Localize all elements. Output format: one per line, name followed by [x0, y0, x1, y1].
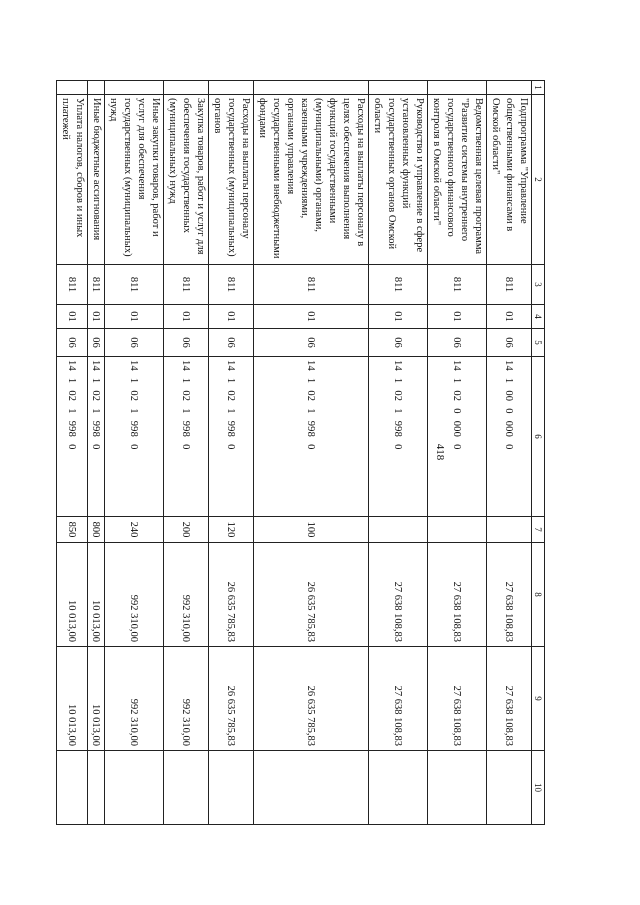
cell-ministry-code: 811 [209, 265, 254, 305]
target-code-part: 1 [180, 377, 192, 384]
target-code-part: 00 [503, 390, 515, 402]
target-code-part: 0 [451, 444, 463, 450]
cell-item-name: Уплата налогов, сборов и иных платежей [57, 95, 88, 265]
cell-amount-8: 26 635 785,83 [254, 543, 369, 647]
cell-item-name: Иные закупки товаров, работ и услуг для обеспечения государственных (муниципальных) нужд [105, 95, 164, 265]
target-code-part: 000 [503, 420, 515, 438]
target-code-part: 14 [392, 360, 404, 371]
cell-subsection: 06 [88, 329, 105, 357]
target-code-part: 998 [225, 420, 237, 438]
cell-amount-8: 27 638 108,83 [487, 543, 532, 647]
cell-item-name: Расходы на выплаты персоналу в целях обеспечения выполнения функций государственными (муниципальными) органами, казенными учреждениями, органами управления государственными внебюджетными фондами [254, 95, 369, 265]
cell-ministry-code: 811 [369, 265, 428, 305]
cell-subsection: 06 [428, 329, 487, 357]
cell-col1 [487, 81, 532, 95]
cell-target-code [105, 357, 164, 517]
target-code-part: 14 [451, 360, 463, 371]
column-number: 1 [532, 81, 545, 95]
cell-ministry-code: 811 [254, 265, 369, 305]
target-code-part: 998 [180, 420, 192, 438]
cell-amount-10 [164, 751, 209, 825]
table-row [88, 81, 105, 825]
target-code-part: 02 [451, 390, 463, 402]
cell-expense-type: 850 [57, 517, 88, 543]
target-code-part: 0 [392, 444, 404, 450]
cell-item-name: Руководство и управление в сфере установленных функций государственных органов Омской области [369, 95, 428, 265]
cell-col1 [57, 81, 88, 95]
cell-expense-type: 100 [254, 517, 369, 543]
table-row [209, 81, 254, 825]
target-code-part: 998 [392, 420, 404, 438]
cell-expense-type [428, 517, 487, 543]
target-code-part: 0 [66, 444, 78, 450]
cell-col1 [369, 81, 428, 95]
cell-amount-8: 992 310,00 [164, 543, 209, 647]
target-code-part: 0 [90, 444, 102, 450]
target-code-part: 1 [128, 377, 140, 384]
target-code-part: 0 [180, 444, 192, 450]
target-code-part: 14 [180, 360, 192, 371]
target-code-part: 1 [225, 408, 237, 414]
cell-target-code [254, 357, 369, 517]
target-code-part: 1 [503, 377, 515, 384]
cell-amount-10 [209, 751, 254, 825]
cell-amount-10 [428, 751, 487, 825]
target-code-part: 1 [225, 377, 237, 384]
cell-amount-10 [88, 751, 105, 825]
table-row [487, 81, 532, 825]
cell-expense-type [487, 517, 532, 543]
column-number: 5 [532, 329, 545, 357]
cell-amount-9: 992 310,00 [105, 647, 164, 751]
cell-col1 [105, 81, 164, 95]
cell-subsection: 06 [254, 329, 369, 357]
cell-amount-9: 27 638 108,83 [487, 647, 532, 751]
cell-col1 [88, 81, 105, 95]
cell-section: 01 [254, 305, 369, 329]
cell-col1 [209, 81, 254, 95]
cell-expense-type [369, 517, 428, 543]
target-code-part: 02 [225, 390, 237, 402]
cell-section: 01 [57, 305, 88, 329]
cell-section: 01 [428, 305, 487, 329]
target-code-part: 14 [305, 360, 317, 371]
column-number: 4 [532, 305, 545, 329]
cell-target-code [209, 357, 254, 517]
column-number: 9 [532, 647, 545, 751]
target-code-part: 000 [451, 420, 463, 438]
cell-section: 01 [369, 305, 428, 329]
target-code-part: 1 [305, 377, 317, 384]
cell-amount-9: 27 638 108,83 [428, 647, 487, 751]
target-code-part: 02 [128, 390, 140, 402]
target-code-part: 1 [392, 408, 404, 414]
table-row [369, 81, 428, 825]
target-code-part: 998 [128, 420, 140, 438]
target-code-part: 1 [180, 408, 192, 414]
cell-amount-9: 27 638 108,83 [369, 647, 428, 751]
cell-section: 01 [209, 305, 254, 329]
table-row [105, 81, 164, 825]
cell-target-code [88, 357, 105, 517]
cell-ministry-code: 811 [88, 265, 105, 305]
cell-item-name: Ведомственная целевая программа "Развитие системы внутреннего государственного финансового контроля в Омской области" [428, 95, 487, 265]
target-code-part: 0 [128, 444, 140, 450]
cell-target-code [57, 357, 88, 517]
cell-section: 01 [487, 305, 532, 329]
target-code-part: 02 [90, 390, 102, 402]
cell-amount-9: 10 013,00 [88, 647, 105, 751]
cell-col1 [428, 81, 487, 95]
cell-section: 01 [164, 305, 209, 329]
cell-amount-10 [369, 751, 428, 825]
target-code-part: 1 [66, 408, 78, 414]
column-number: 6 [532, 357, 545, 517]
cell-amount-9: 26 635 785,83 [209, 647, 254, 751]
target-code-part: 02 [66, 390, 78, 402]
cell-subsection: 06 [209, 329, 254, 357]
cell-target-code [369, 357, 428, 517]
cell-col1 [164, 81, 209, 95]
cell-ministry-code: 811 [428, 265, 487, 305]
target-code-part: 998 [66, 420, 78, 438]
cell-subsection: 06 [369, 329, 428, 357]
cell-section: 01 [88, 305, 105, 329]
target-code-part: 0 [305, 444, 317, 450]
table-row [164, 81, 209, 825]
target-code-part: 1 [128, 408, 140, 414]
target-code-part: 14 [90, 360, 102, 371]
column-number: 8 [532, 543, 545, 647]
column-number-row [532, 81, 545, 825]
cell-item-name: Подпрограмма "Управление общественными финансами в Омской области" [487, 95, 532, 265]
table-row [57, 81, 88, 825]
target-code-part: 14 [225, 360, 237, 371]
target-code-part: 1 [305, 408, 317, 414]
cell-item-name: Иные бюджетные ассигнования [88, 95, 105, 265]
cell-expense-type: 120 [209, 517, 254, 543]
cell-ministry-code: 811 [57, 265, 88, 305]
cell-subsection: 06 [57, 329, 88, 357]
cell-ministry-code: 811 [105, 265, 164, 305]
target-code-part: 998 [90, 420, 102, 438]
target-code-part: 0 [451, 408, 463, 414]
cell-amount-10 [105, 751, 164, 825]
cell-subsection: 06 [164, 329, 209, 357]
target-code-part: 1 [66, 377, 78, 384]
table-row [254, 81, 369, 825]
budget-table [56, 80, 545, 825]
target-code-part: 1 [451, 377, 463, 384]
cell-col1 [254, 81, 369, 95]
column-number: 10 [532, 751, 545, 825]
cell-amount-9: 992 310,00 [164, 647, 209, 751]
cell-amount-8: 26 635 785,83 [209, 543, 254, 647]
rotated-table-wrapper [60, 80, 545, 824]
column-number: 7 [532, 517, 545, 543]
cell-amount-9: 26 635 785,83 [254, 647, 369, 751]
target-code-part: 02 [305, 390, 317, 402]
target-code-part: 0 [503, 408, 515, 414]
cell-target-code [487, 357, 532, 517]
target-code-part: 02 [392, 390, 404, 402]
table-body [57, 81, 545, 825]
cell-expense-type: 240 [105, 517, 164, 543]
cell-amount-9: 10 013,00 [57, 647, 88, 751]
cell-amount-8: 10 013,00 [88, 543, 105, 647]
cell-section: 01 [105, 305, 164, 329]
cell-amount-8: 10 013,00 [57, 543, 88, 647]
cell-item-name: Закупка товаров, работ и услуг для обеспечения государственных (муниципальных) нужд [164, 95, 209, 265]
cell-subsection: 06 [105, 329, 164, 357]
target-code-part: 998 [305, 420, 317, 438]
cell-expense-type: 200 [164, 517, 209, 543]
cell-item-name: Расходы на выплаты персоналу государственных (муниципальных) органов [209, 95, 254, 265]
cell-subsection: 06 [487, 329, 532, 357]
cell-amount-8: 27 638 108,83 [369, 543, 428, 647]
target-code-part: 14 [66, 360, 78, 371]
column-number: 2 [532, 95, 545, 265]
target-code-part: 0 [225, 444, 237, 450]
cell-amount-8: 992 310,00 [105, 543, 164, 647]
target-code-part: 1 [90, 408, 102, 414]
cell-amount-10 [487, 751, 532, 825]
cell-target-code [164, 357, 209, 517]
target-code-part: 14 [503, 360, 515, 371]
target-code-part: 02 [180, 390, 192, 402]
cell-expense-type: 800 [88, 517, 105, 543]
cell-ministry-code: 811 [487, 265, 532, 305]
target-code-part: 1 [90, 377, 102, 384]
cell-ministry-code: 811 [164, 265, 209, 305]
target-code-part: 14 [128, 360, 140, 371]
cell-amount-10 [254, 751, 369, 825]
table-row [428, 81, 487, 825]
target-code-part: 0 [503, 444, 515, 450]
page-number: 418 [434, 443, 446, 461]
cell-amount-8: 27 638 108,83 [428, 543, 487, 647]
cell-amount-10 [57, 751, 88, 825]
cell-target-code [428, 357, 487, 517]
target-code-part: 1 [392, 377, 404, 384]
column-number: 3 [532, 265, 545, 305]
